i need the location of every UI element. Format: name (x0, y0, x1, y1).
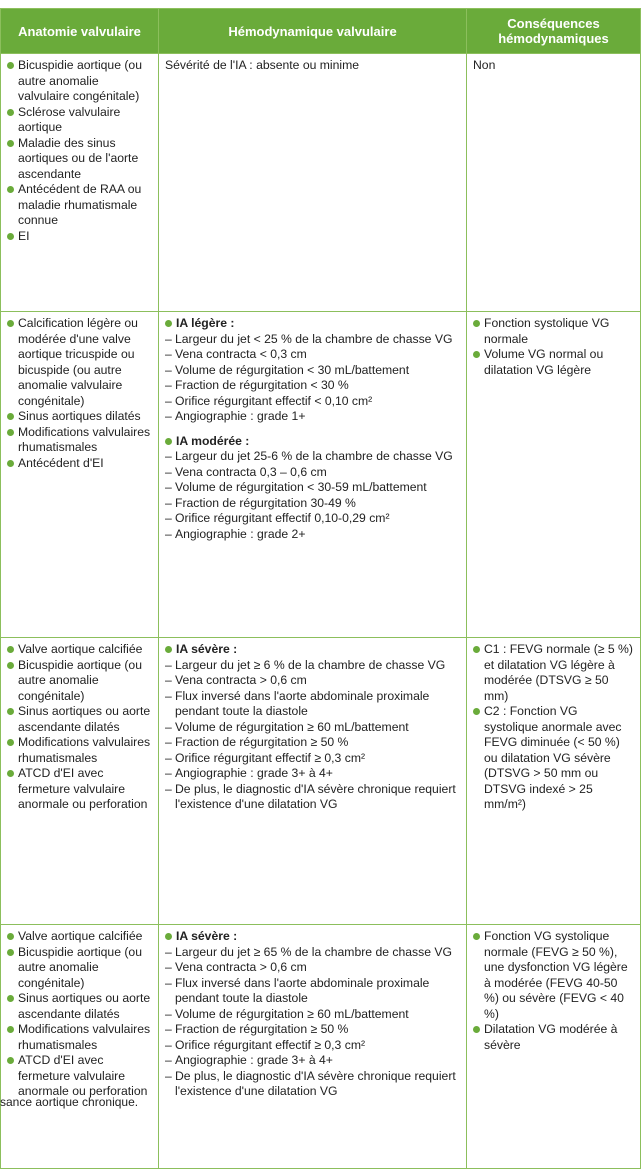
criterion-item: – Vena contracta > 0,6 cm (165, 673, 460, 689)
hemodynamics-text: Sévérité de l'IA : absente ou minime (165, 58, 360, 72)
anatomy-item: Valve aortique calcifiée (7, 642, 152, 658)
criterion-item: – Fraction de régurgitation ≥ 50 % (165, 735, 460, 751)
criterion-item: – Orifice régurgitant effectif < 0,10 cm² (165, 394, 460, 410)
criterion-item: – Largeur du jet ≥ 65 % de la chambre de chasse VG (165, 945, 460, 961)
header-anatomie: Anatomie valvulaire (1, 9, 159, 54)
anatomy-item: Antécédent d'EI (7, 456, 152, 472)
anatomy-item: Bicuspidie aortique (ou autre anomalie congénitale) (7, 658, 152, 705)
anatomy-item: Calcification légère ou modérée d'une valve aortique tricuspide ou bicuspide (ou autre anomalie valvulaire congénitale) (7, 316, 152, 409)
anatomy-item: Maladie des sinus aortiques ou de l'aorte ascendante (7, 136, 152, 183)
anatomy-item: Valve aortique calcifiée (7, 929, 152, 945)
criterion-item: – De plus, le diagnostic d'IA sévère chronique requiert l'existence d'une dilatation VG (165, 1069, 460, 1100)
anatomy-cell (1, 54, 159, 312)
consequence-item: Fonction VG systolique normale (FEVG ≥ 50 %), une dysfonction VG légère à modérée (FEVG 40-50 %) ou sévère (FEVG < 40 %) (473, 929, 634, 1022)
anatomy-item: ATCD d'EI avec fermeture valvulaire anormale ou perforation (7, 766, 152, 813)
criterion-item: – Angiographie : grade 3+ à 4+ (165, 1053, 460, 1069)
anatomy-item: Sinus aortiques ou aorte ascendante dilatés (7, 704, 152, 735)
consequence-text: Non (473, 58, 496, 72)
criterion-item: – Vena contracta < 0,3 cm (165, 347, 460, 363)
table-row (1, 312, 641, 638)
hemodynamics-cell (159, 638, 467, 925)
criterion-item: – Orifice régurgitant effectif 0,10-0,29 cm² (165, 511, 460, 527)
anatomy-item: ATCD d'EI avec fermeture valvulaire anormale ou perforation (7, 1053, 152, 1100)
criterion-item: – Largeur du jet ≥ 6 % de la chambre de chasse VG (165, 658, 460, 674)
table-caption: sance aortique chronique. (0, 1095, 139, 1109)
criterion-item: – Volume de régurgitation ≥ 60 mL/battement (165, 1007, 460, 1023)
hemodynamics-cell (159, 54, 467, 312)
criterion-item: – Largeur du jet 25-6 % de la chambre de chasse VG (165, 449, 460, 465)
consequence-item: Volume VG normal ou dilatation VG légère (473, 347, 634, 378)
consequences-cell (467, 925, 641, 1169)
criterion-item: – Volume de régurgitation < 30 mL/battement (165, 363, 460, 379)
criterion-item: – Vena contracta 0,3 – 0,6 cm (165, 465, 460, 481)
table-row (1, 54, 641, 312)
anatomy-item: Modifications valvulaires rhumatismales (7, 1022, 152, 1053)
criterion-item: – Vena contracta > 0,6 cm (165, 960, 460, 976)
criterion-item: – Angiographie : grade 3+ à 4+ (165, 766, 460, 782)
criterion-item: – Angiographie : grade 2+ (165, 527, 460, 543)
severity-title: IA légère : (165, 316, 460, 332)
severity-title: IA modérée : (165, 434, 460, 450)
table-row (1, 925, 641, 1169)
anatomy-item: Sclérose valvulaire aortique (7, 105, 152, 136)
criterion-item: – Volume de régurgitation < 30-59 mL/battement (165, 480, 460, 496)
anatomy-item: Sinus aortiques ou aorte ascendante dilatés (7, 991, 152, 1022)
hemodynamics-cell (159, 312, 467, 638)
consequence-item: Dilatation VG modérée à sévère (473, 1022, 634, 1053)
anatomy-cell (1, 638, 159, 925)
criterion-item: – Largeur du jet < 25 % de la chambre de chasse VG (165, 332, 460, 348)
anatomy-item: Modifications valvulaires rhumatismales (7, 425, 152, 456)
header-hemodynamique: Hémodynamique valvulaire (159, 9, 467, 54)
criterion-item: – Orifice régurgitant effectif ≥ 0,3 cm² (165, 751, 460, 767)
consequences-cell (467, 638, 641, 925)
criterion-item: – De plus, le diagnostic d'IA sévère chronique requiert l'existence d'une dilatation VG (165, 782, 460, 813)
criterion-item: – Fraction de régurgitation ≥ 50 % (165, 1022, 460, 1038)
classification-table (0, 8, 641, 1169)
criterion-item: – Flux inversé dans l'aorte abdominale proximale pendant toute la diastole (165, 689, 460, 720)
header-consequences: Conséquences hémodynamiques (467, 9, 641, 54)
anatomy-item: Modifications valvulaires rhumatismales (7, 735, 152, 766)
consequence-item: C2 : Fonction VG systolique anormale avec FEVG diminuée (< 50 %) ou dilatation VG sévère (DTSVG > 50 mm ou DTSVG indexé > 25 mm/m²) (473, 704, 634, 813)
anatomy-item: Sinus aortiques dilatés (7, 409, 152, 425)
anatomy-cell (1, 312, 159, 638)
criterion-item: – Volume de régurgitation ≥ 60 mL/battement (165, 720, 460, 736)
anatomy-item: EI (7, 229, 152, 245)
criterion-item: – Fraction de régurgitation < 30 % (165, 378, 460, 394)
criterion-item: – Angiographie : grade 1+ (165, 409, 460, 425)
severity-title: IA sévère : (165, 929, 460, 945)
consequence-item: C1 : FEVG normale (≥ 5 %) et dilatation VG légère à modérée (DTSVG ≥ 50 mm) (473, 642, 634, 704)
hemodynamics-cell (159, 925, 467, 1169)
table-row (1, 638, 641, 925)
criterion-item: – Orifice régurgitant effectif ≥ 0,3 cm² (165, 1038, 460, 1054)
criterion-item: – Flux inversé dans l'aorte abdominale proximale pendant toute la diastole (165, 976, 460, 1007)
anatomy-item: Antécédent de RAA ou maladie rhumatismale connue (7, 182, 152, 229)
consequences-cell (467, 54, 641, 312)
header-row (1, 9, 641, 54)
anatomy-item: Bicuspidie aortique (ou autre anomalie valvulaire congénitale) (7, 58, 152, 105)
consequence-item: Fonction systolique VG normale (473, 316, 634, 347)
anatomy-cell (1, 925, 159, 1169)
severity-title: IA sévère : (165, 642, 460, 658)
anatomy-item: Bicuspidie aortique (ou autre anomalie congénitale) (7, 945, 152, 992)
criterion-item: – Fraction de régurgitation 30-49 % (165, 496, 460, 512)
consequences-cell (467, 312, 641, 638)
